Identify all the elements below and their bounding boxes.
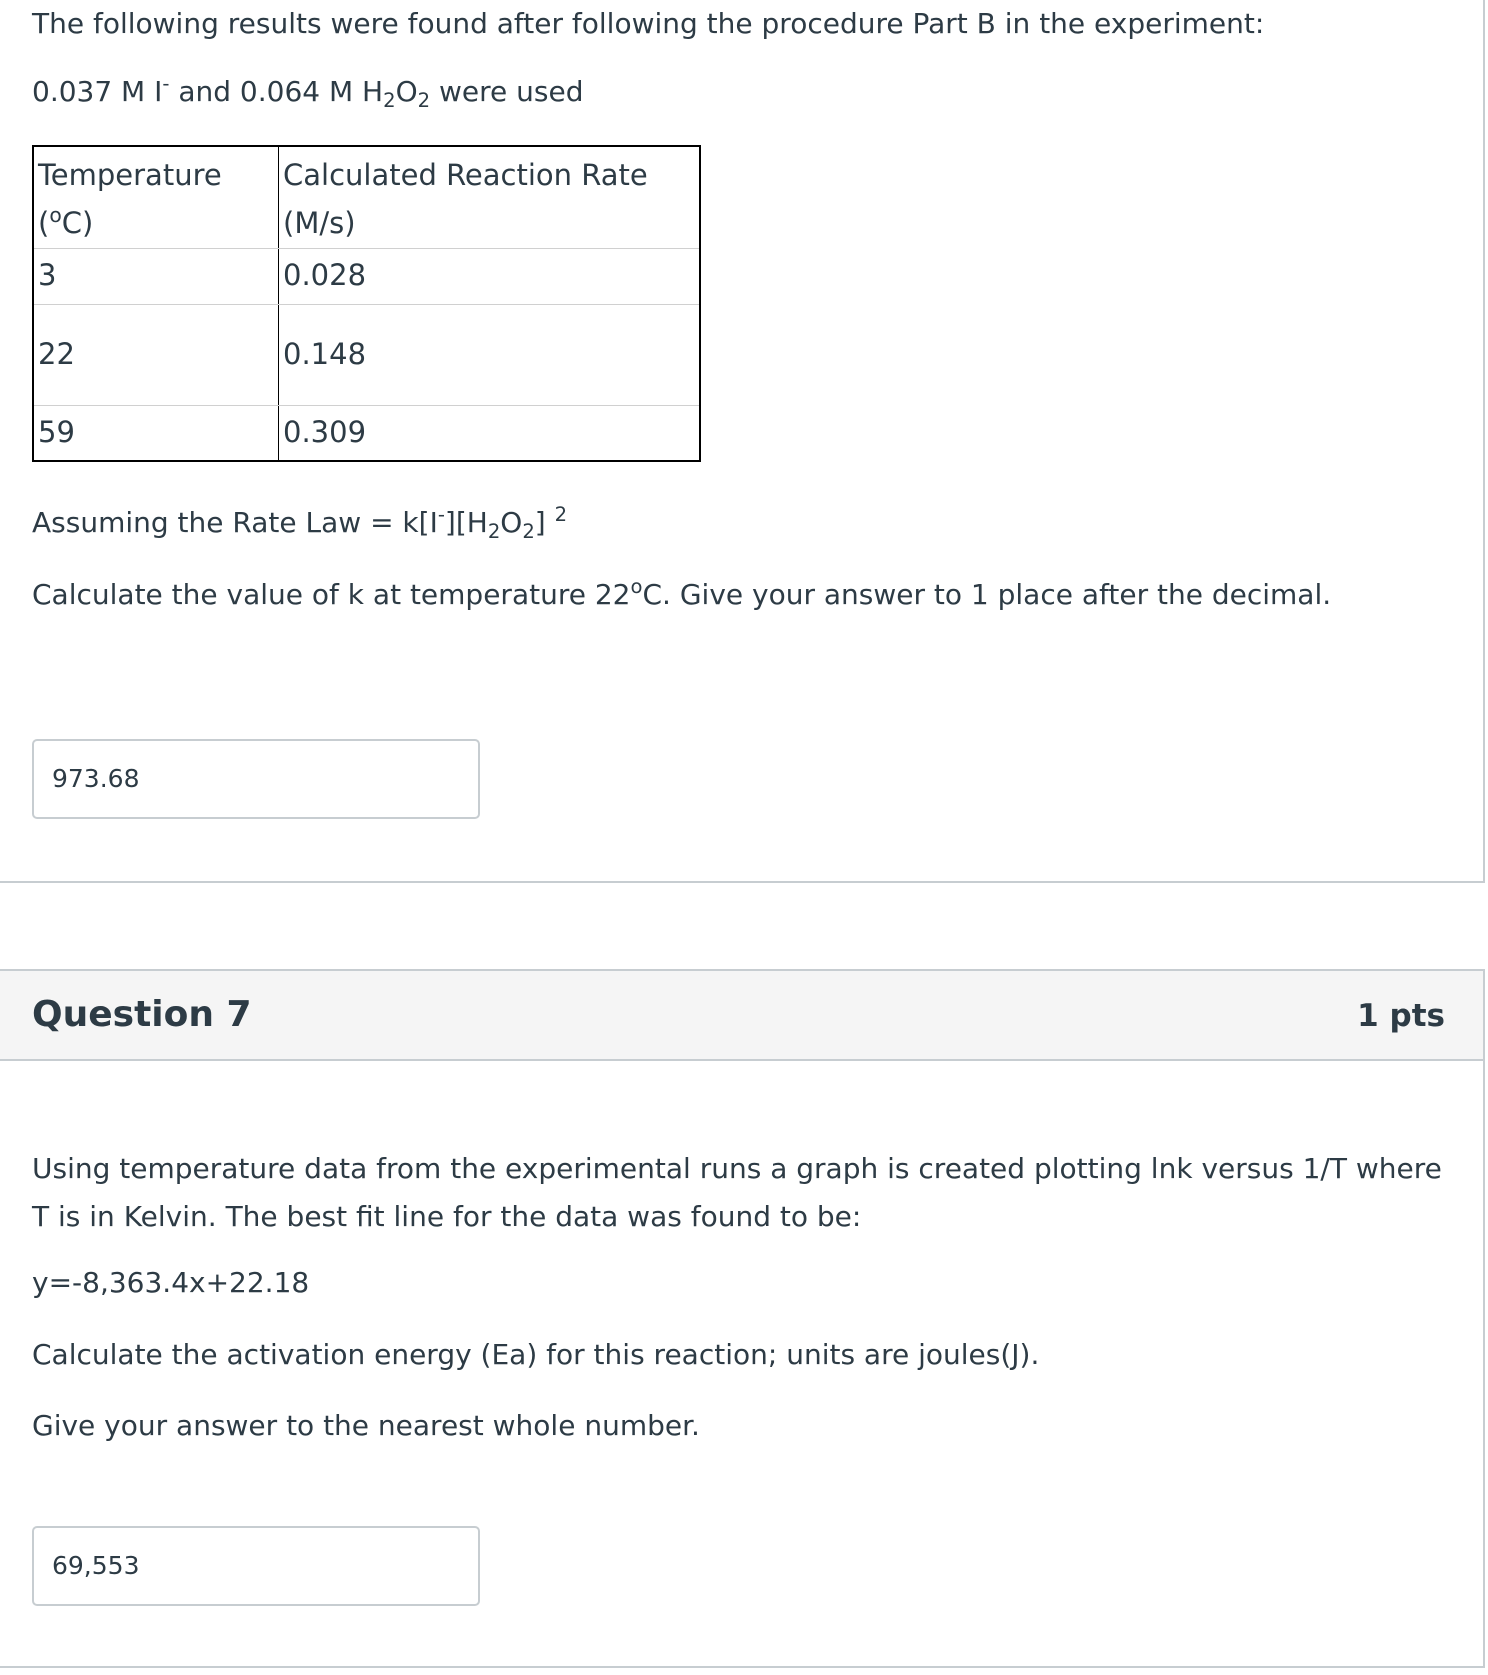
question-7-answer-input[interactable]: 69,553 xyxy=(32,1526,480,1606)
iodide-charge: - xyxy=(162,72,170,96)
question-7-body xyxy=(0,1061,1485,1668)
rate-law-charge: - xyxy=(437,503,445,527)
header-rate-line1: Calculated Reaction Rate xyxy=(283,158,648,192)
table-row xyxy=(33,248,700,304)
rate-law-part3: O xyxy=(500,506,523,539)
conc-sub1: 2 xyxy=(383,88,396,112)
header-rate xyxy=(279,146,701,248)
cell-temperature: 59 xyxy=(33,405,279,461)
concentrations-text xyxy=(32,72,583,112)
cell-rate: 0.028 xyxy=(279,248,701,304)
question-6-intro: The following results were found after following the procedure Part B in the experiment: xyxy=(32,7,1265,40)
question-7-paragraph-3: Give your answer to the nearest whole number. xyxy=(32,1409,700,1442)
question-7-paragraph-2: Calculate the activation energy (Ea) for this reaction; units are joules(J). xyxy=(32,1338,1040,1371)
cell-temperature: 3 xyxy=(33,248,279,304)
cell-temperature: 22 xyxy=(33,304,279,405)
header-temperature-unit: C) xyxy=(61,206,94,240)
header-temperature xyxy=(33,146,279,248)
question-7-points: 1 pts xyxy=(1357,998,1445,1034)
table-header-row xyxy=(33,146,700,248)
conc-sub2: 2 xyxy=(417,88,431,112)
cell-rate: 0.309 xyxy=(279,405,701,461)
rate-law-exponent: 2 xyxy=(554,503,568,527)
header-temperature-line2: ($^o$C) xyxy=(38,202,94,240)
best-fit-equation: y=-8,363.4x+22.18 xyxy=(32,1266,310,1299)
question-6-answer-input[interactable]: 973.68 xyxy=(32,739,480,819)
header-rate-line2: (M/s) xyxy=(283,206,356,240)
question-7-header xyxy=(0,969,1485,1061)
prompt-part1: Calculate the value of k at temperature 22 xyxy=(32,578,631,611)
prompt-degree-sign: o xyxy=(630,575,643,599)
question-7-title: Question 7 xyxy=(32,994,252,1035)
rate-law-part2: ][H xyxy=(444,506,488,539)
header-temperature-line1: Temperature xyxy=(38,158,222,192)
rate-law-sub1: 2 xyxy=(487,519,501,543)
prompt-part2: C. Give your answer to 1 place after the decimal. xyxy=(642,578,1332,611)
table-row xyxy=(33,405,700,461)
rate-data-table xyxy=(32,145,701,462)
question-6-prompt xyxy=(32,575,1331,615)
rate-law-part1: Assuming the Rate Law = k[I xyxy=(32,506,438,539)
cell-rate: 0.148 xyxy=(279,304,701,405)
conc-part1: 0.037 M I xyxy=(32,75,163,108)
table-row xyxy=(33,304,700,405)
degree-sign: o xyxy=(49,202,62,227)
conc-part3: O xyxy=(395,75,418,108)
rate-law-text xyxy=(32,503,567,543)
rate-law-sub2: 2 xyxy=(522,519,535,543)
rate-law-part4: ] xyxy=(534,506,555,539)
conc-part2: and 0.064 M H xyxy=(169,75,384,108)
question-7-paragraph-1: Using temperature data from the experimental runs a graph is created plotting lnk versus 1/T where T is in Kelvin. The best fit line for the data was found to be: xyxy=(32,1152,1442,1233)
conc-part4: were used xyxy=(430,75,584,108)
